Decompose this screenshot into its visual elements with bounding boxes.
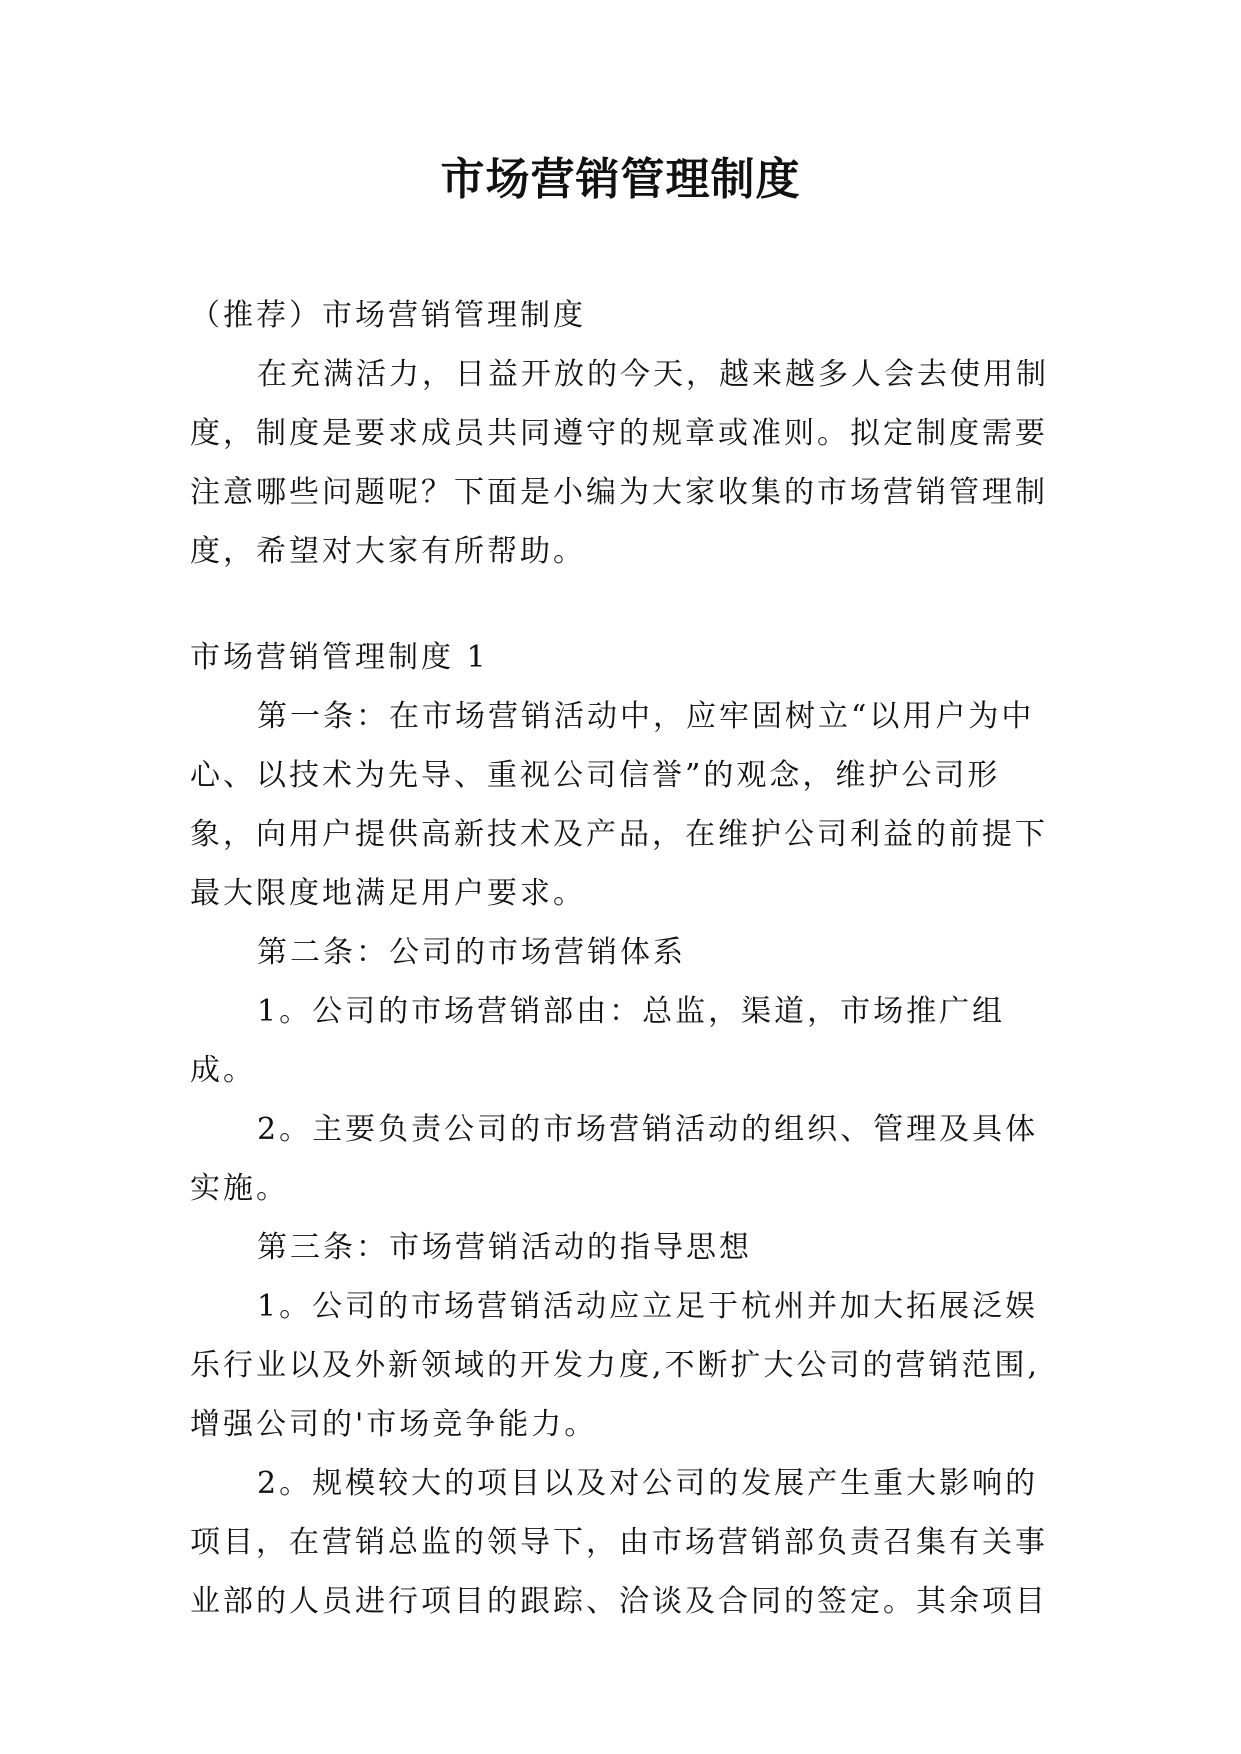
article-3-heading: 第三条：市场营销活动的指导思想 bbox=[257, 1230, 752, 1265]
article-2-heading: 第二条：公司的市场营销体系 bbox=[257, 935, 686, 970]
article-3-item-1: 1。公司的市场营销活动应立足于杭州并加大拓展泛娱乐行业以及外新领域的开发力度,不断扩大公司的营销范围,增强公司的'市场竞争能力。 bbox=[190, 1289, 1041, 1442]
article-3-item-2: 2。规模较大的项目以及对公司的发展产生重大影响的项目，在营销总监的领导下，由市场营销部负责召集有关事业部的人员进行项目的跟踪、洽谈及合同的签定。其余项目 bbox=[190, 1466, 1048, 1619]
article-1-paragraph: 第一条：在市场营销活动中，应牢固树立“以用户为中心、以技术为先导、重视公司信誉”的观念，维护公司形象，向用户提供高新技术及产品，在维护公司利益的前提下最大限度地满足用户要求。 bbox=[190, 699, 1048, 911]
article-2-item-2: 2。主要负责公司的市场营销活动的组织、管理及具体实施。 bbox=[190, 1112, 1039, 1206]
document-title: 市场营销管理制度 bbox=[440, 154, 801, 205]
section-heading: 市场营销管理制度 1 bbox=[190, 640, 489, 675]
document-body bbox=[190, 286, 1050, 1631]
intro-paragraph: 在充满活力，日益开放的今天，越来越多人会去使用制度，制度是要求成员共同遵守的规章或准则。拟定制度需要注意哪些问题呢？下面是小编为大家收集的市场营销管理制度，希望对大家有所帮助。 bbox=[190, 357, 1049, 569]
article-2-item-1: 1。公司的市场营销部由：总监，渠道，市场推广组成。 bbox=[190, 994, 1006, 1088]
document-subtitle: （推荐）市场营销管理制度 bbox=[190, 298, 586, 333]
section-spacer bbox=[190, 581, 1050, 628]
